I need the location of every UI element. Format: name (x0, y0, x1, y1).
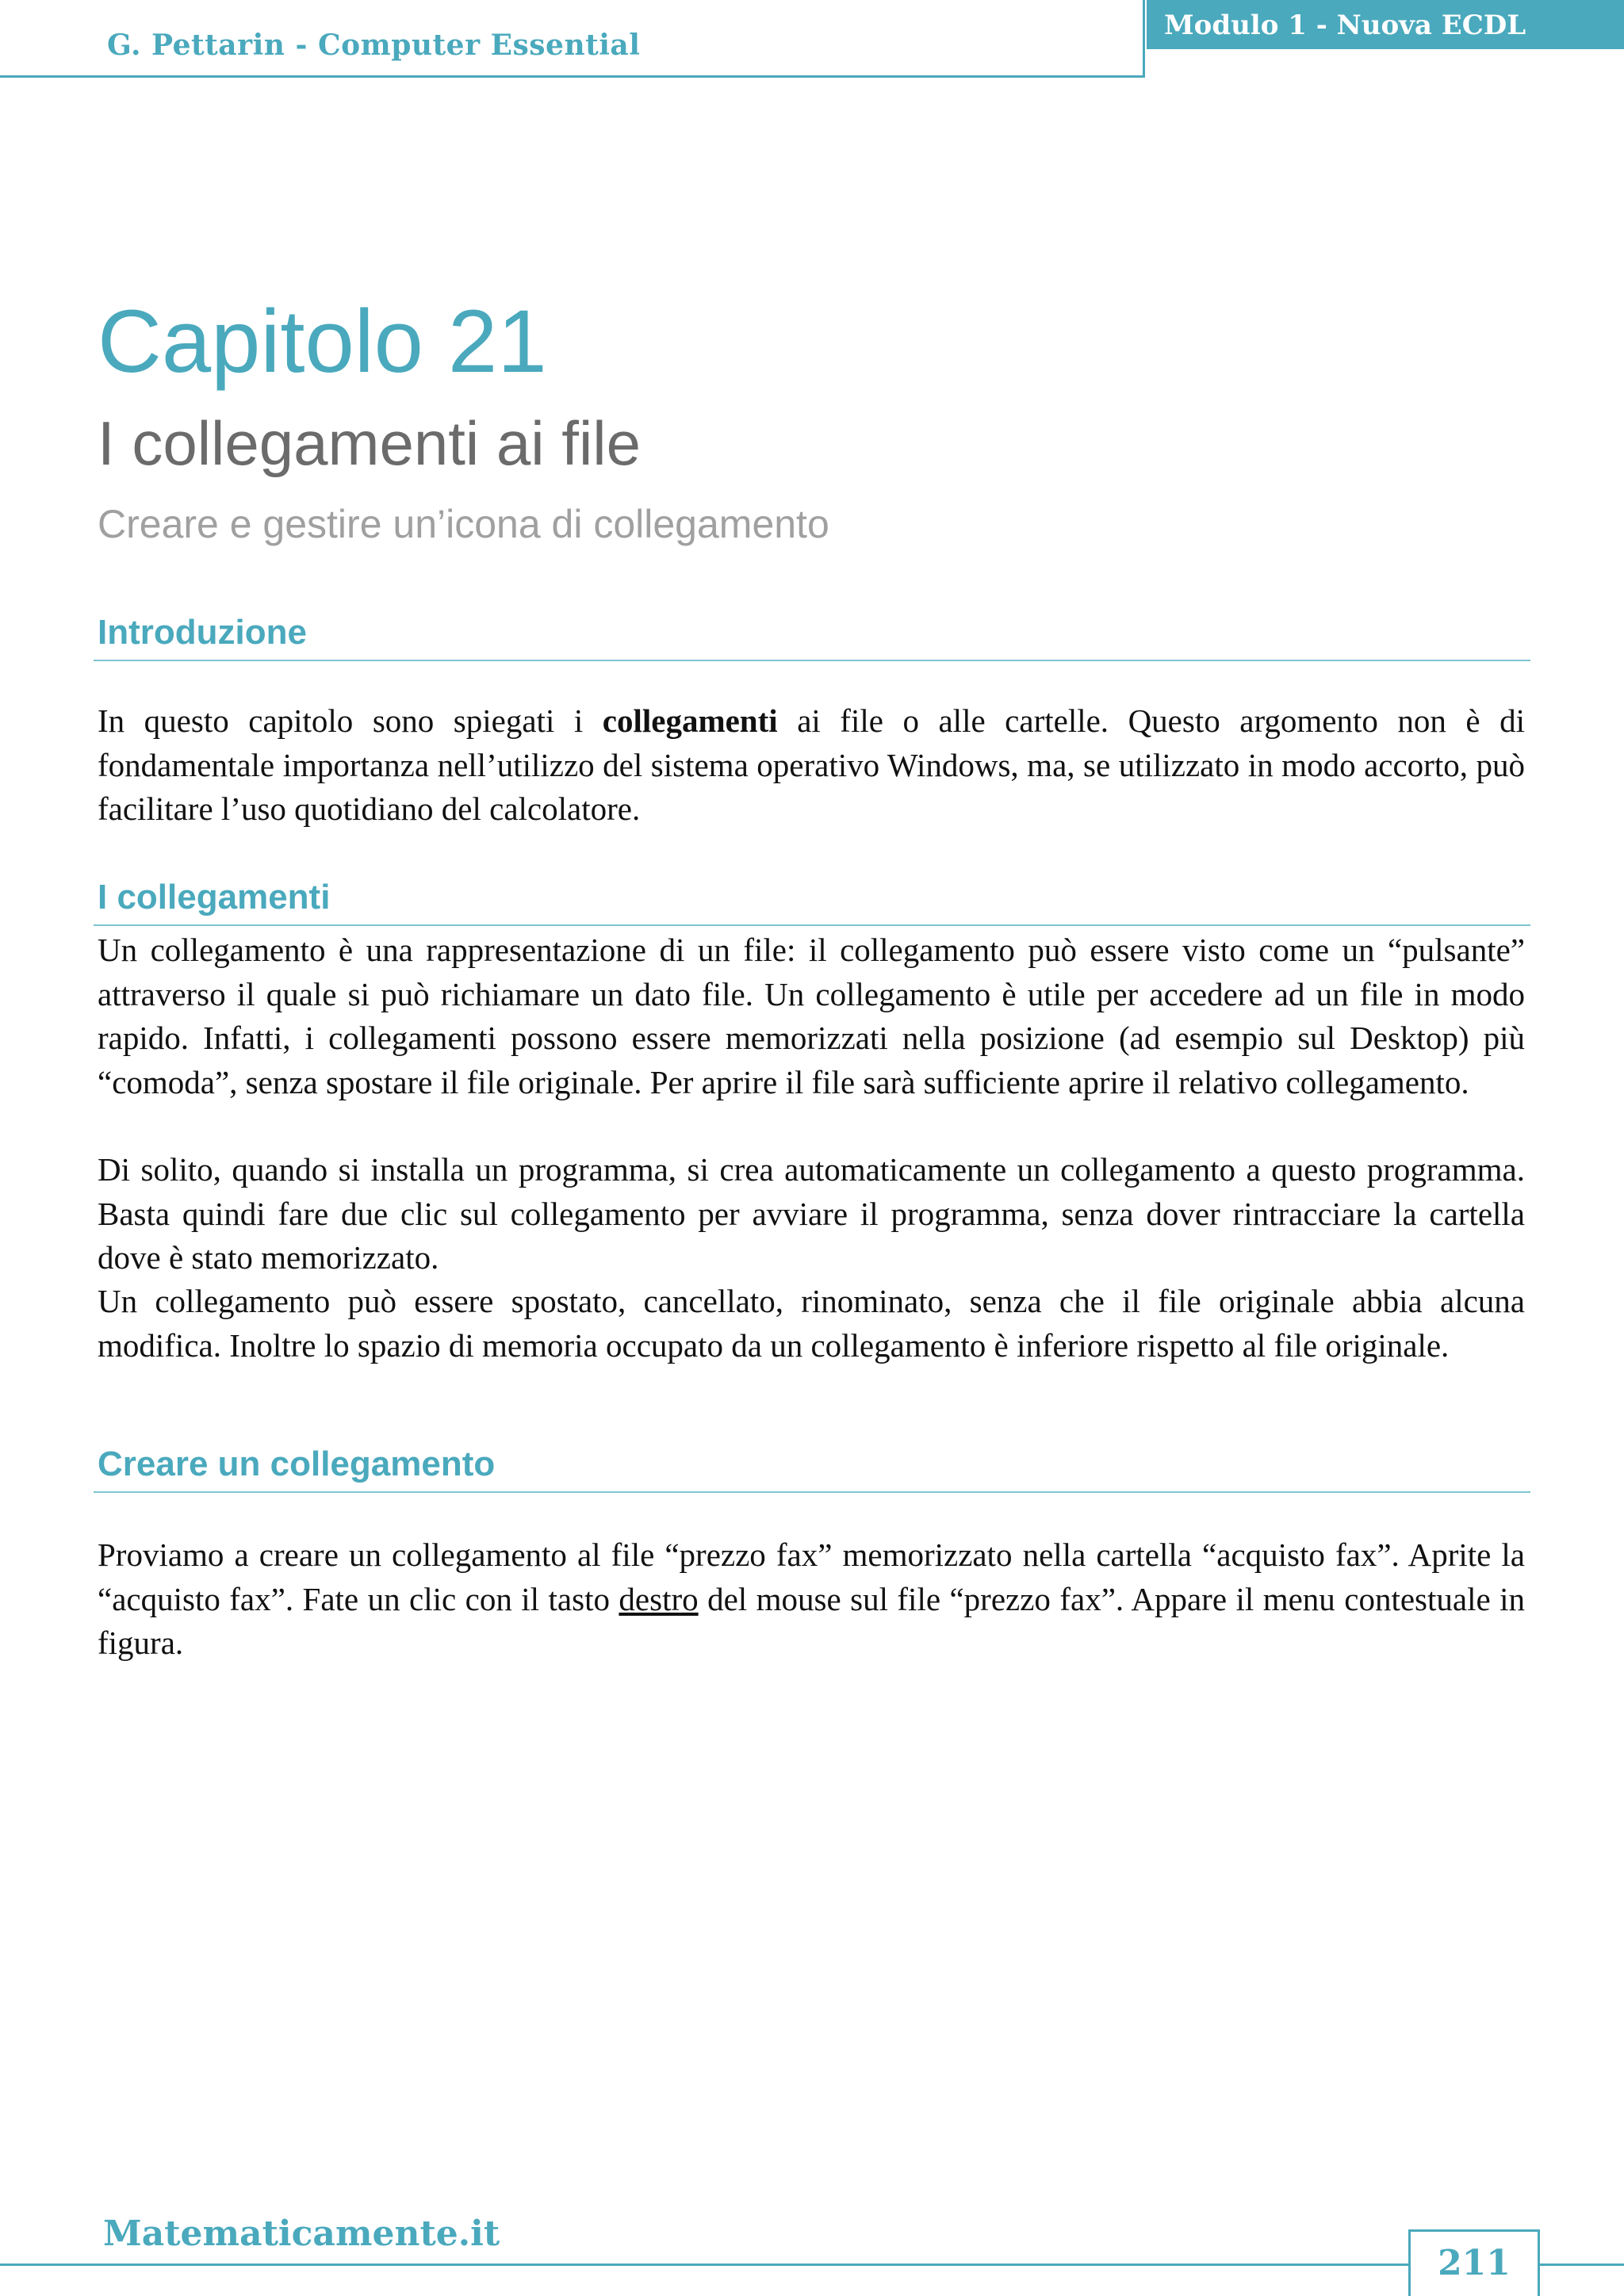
section-divider (94, 1491, 1530, 1493)
chapter-subtitle: Creare e gestire un’icona di collegamento (98, 502, 829, 546)
intro-text-before: In questo capitolo sono spiegati i (98, 702, 603, 739)
header-left-box (0, 0, 1145, 78)
chapter-title: I collegamenti ai file (98, 408, 642, 478)
collegamenti-paragraph-3: Un collegamento può essere spostato, cancellato, rinominato, senza che il file originale abbia alcuna modifica. Inoltre lo spazio di memoria occupato da un collegamento è inferiore rispetto al file originale. (98, 1283, 1525, 1364)
footer-page-box (1408, 2229, 1540, 2296)
header-author-title: G. Pettarin - Computer Essential (107, 29, 641, 62)
intro-paragraph (98, 699, 1525, 832)
creare-text-before: Proviamo a creare un collegamento al file “prezzo fax” memorizzato nella cartella “acquisto fax”. Aprite la “acquisto fax”. Fate un clic con il tasto (98, 1536, 1525, 1617)
intro-text-bold: collegamenti (602, 702, 778, 739)
section-heading-collegamenti: I collegamenti (98, 878, 331, 916)
footer-site-name: Matematicamente.it (103, 2214, 500, 2254)
section-heading-introduzione: Introduzione (98, 613, 307, 652)
chapter-number: Capitolo 21 (98, 292, 547, 391)
footer-rule-left (0, 2263, 1408, 2266)
creare-paragraph (98, 1533, 1525, 1666)
section-heading-creare: Creare un collegamento (98, 1445, 496, 1483)
creare-text-underline: destro (619, 1580, 699, 1617)
intro-text-after: ai file o alle cartelle. Questo argomento non è di fondamentale importanza nell’utilizzo del sistema operativo Windows, ma, se utilizzato in modo accorto, può facilitare l’uso quotidiano del calcolatore. (98, 702, 1525, 827)
header-module: Modulo 1 - Nuova ECDL (1164, 10, 1526, 41)
header-right-box (1147, 0, 1624, 49)
section-divider (94, 924, 1530, 926)
section-divider (94, 660, 1530, 661)
page-number: 211 (1438, 2243, 1511, 2283)
footer-rule-right (1540, 2263, 1624, 2266)
collegamenti-paragraph-2: Di solito, quando si installa un programma, si crea automaticamente un collegamento a questo programma. Basta quindi fare due clic sul collegamento per avviare il programma, senza dover rintracciare la cartella dove è stato memorizzato. (98, 1151, 1525, 1276)
collegamenti-paragraph-1: Un collegamento è una rappresentazione di un file: il collegamento può essere visto come un “pulsante” attraverso il quale si può richiamare un dato file. Un collegamento è utile per accedere ad un file in modo rapido. Infatti, i collegamenti possono essere memorizzati nella posizione (ad esempio sul Desktop) più “comoda”, senza spostare il file originale. Per aprire il file sarà sufficiente aprire il relativo collegamento. (98, 932, 1525, 1100)
creare-text-after: del mouse sul file “prezzo fax”. Appare il menu contestuale in figura. (98, 1580, 1526, 1661)
